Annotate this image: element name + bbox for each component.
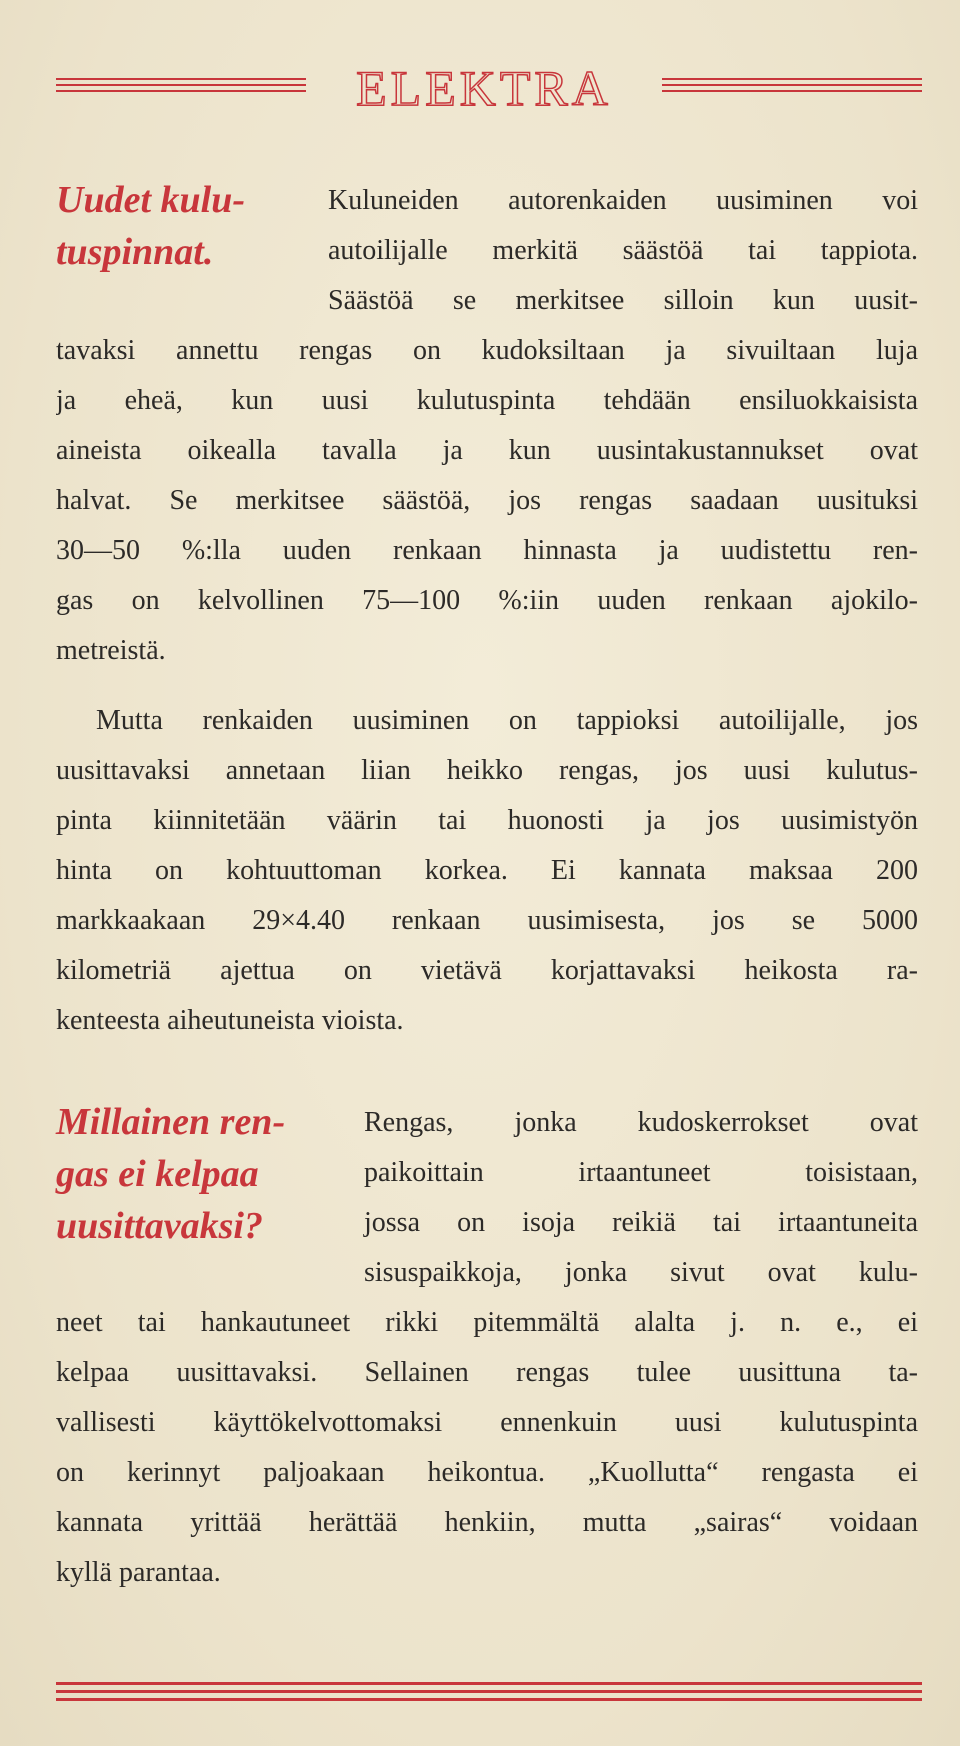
- text-line: uusittavaksi annetaan liian heikko rengas, jos uusi kulutus-: [56, 755, 918, 786]
- section-heading-line: gas ei kelpaa: [56, 1153, 259, 1195]
- text-line: kilometriä ajettua on vietävä korjattavaksi heikosta ra-: [56, 955, 918, 986]
- text-line: 30—50 %:lla uuden renkaan hinnasta ja uudistettu ren-: [56, 535, 918, 566]
- text-line: Kuluneiden autorenkaiden uusiminen voi: [328, 185, 918, 216]
- section-heading-line: uusittavaksi?: [56, 1205, 263, 1247]
- text-line: kelpaa uusittavaksi. Sellainen rengas tulee uusittuna ta-: [56, 1357, 918, 1388]
- paragraph: [56, 696, 918, 1046]
- text-line: hinta on kohtuuttoman korkea. Ei kannata maksaa 200: [56, 855, 918, 886]
- text-line: vallisesti käyttökelvottomaksi ennenkuin uusi kulutuspinta: [56, 1407, 918, 1438]
- text-line: ja eheä, kun uusi kulutuspinta tehdään ensiluokkaisista: [56, 385, 918, 416]
- text-line: halvat. Se merkitsee säästöä, jos rengas saadaan uusituksi: [56, 485, 918, 516]
- bottom-rules: [56, 1682, 922, 1706]
- text-line: aineista oikealla tavalla ja kun uusintakustannukset ovat: [56, 435, 918, 466]
- text-line: metreistä.: [56, 635, 166, 666]
- text-line: autoilijalle merkitä säästöä tai tappiota.: [328, 235, 918, 266]
- section-new-treads: [56, 176, 918, 676]
- text-line: gas on kelvollinen 75—100 %:iin uuden renkaan ajokilo-: [56, 585, 918, 616]
- text-line: Rengas, jonka kudoskerrokset ovat: [364, 1107, 918, 1138]
- masthead: [56, 58, 922, 118]
- masthead-left-rules: [56, 78, 306, 100]
- text-line: pinta kiinnitetään väärin tai huonosti ja jos uusimistyön: [56, 805, 918, 836]
- text-line: tavaksi annettu rengas on kudoksiltaan ja sivuiltaan luja: [56, 335, 918, 366]
- text-line: jossa on isoja reikiä tai irtaantuneita: [364, 1207, 918, 1238]
- text-line: on kerinnyt paljoakaan heikontua. „Kuollutta“ rengasta ei: [56, 1457, 918, 1488]
- text-line: kenteesta aiheutuneista vioista.: [56, 1005, 404, 1036]
- masthead-right-rules: [662, 78, 922, 100]
- section-heading: [56, 174, 245, 278]
- section-heading-line: Millainen ren-: [56, 1101, 286, 1143]
- text-line: kannata yrittää herättää henkiin, mutta „sairas“ voidaan: [56, 1507, 918, 1538]
- text-line: markkaakaan 29×4.40 renkaan uusimisesta, jos se 5000: [56, 905, 918, 936]
- text-line: kyllä parantaa.: [56, 1557, 221, 1588]
- text-line: Säästöä se merkitsee silloin kun uusit-: [328, 285, 918, 316]
- section-losses: [56, 696, 918, 1046]
- text-line: sisuspaikkoja, jonka sivut ovat kulu-: [364, 1257, 918, 1288]
- text-line: neet tai hankautuneet rikki pitemmältä alalta j. n. e., ei: [56, 1307, 918, 1338]
- section-heading-line: tuspinnat.: [56, 231, 214, 273]
- text-line: paikoittain irtaantuneet toisistaan,: [364, 1157, 918, 1188]
- section-heading-line: Uudet kulu-: [56, 179, 245, 221]
- brand-title: ELEKTRA: [356, 60, 612, 116]
- text-line: Mutta renkaiden uusiminen on tappioksi autoilijalle, jos: [96, 705, 918, 736]
- section-unfit-tire: [56, 1098, 918, 1598]
- section-heading: [56, 1096, 285, 1252]
